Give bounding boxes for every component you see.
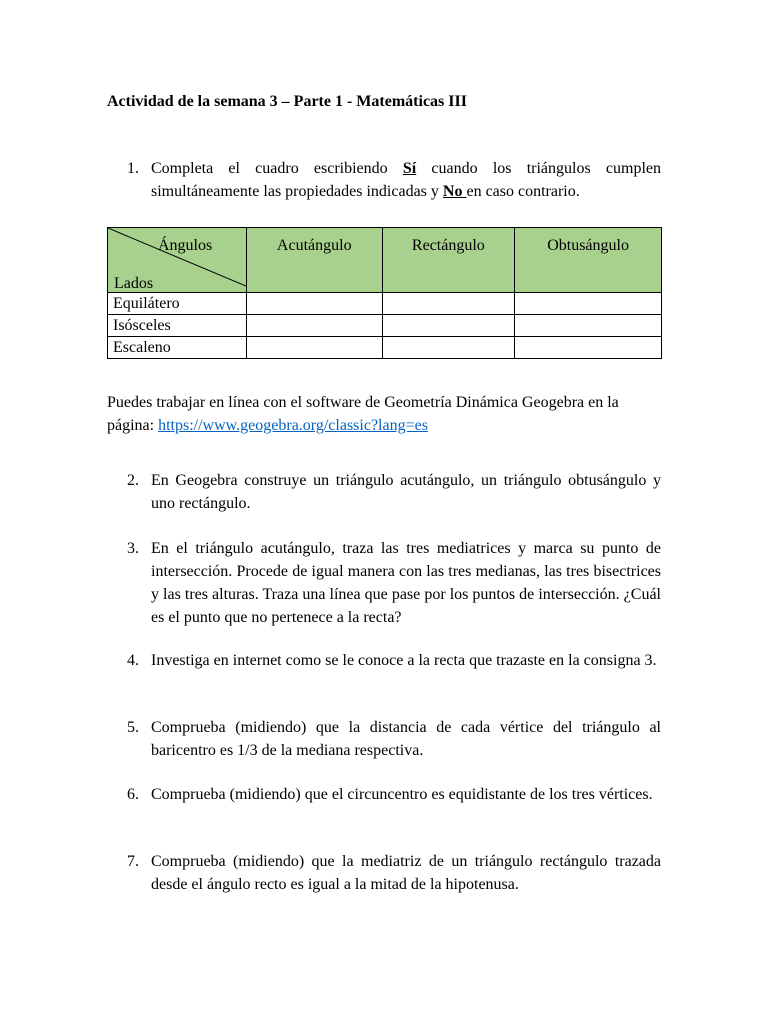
table-cell (247, 293, 383, 315)
list-text: Comprueba (midiendo) que el circuncentro es equidistante de los tres vértices. (151, 786, 653, 803)
corner-top-label: Ángulos (158, 237, 213, 254)
row-header: Isósceles (108, 315, 247, 337)
table-cell (515, 337, 662, 359)
table-cell (247, 337, 383, 359)
list-number: 5. (127, 719, 139, 736)
row-header: Equilátero (108, 293, 247, 315)
list-item-2 (127, 469, 661, 515)
list-text: Comprueba (midiendo) que la mediatriz de un triángulo rectángulo trazada desde el ángulo recto es igual a la mitad de la hipotenusa. (151, 853, 661, 893)
paragraph-text: Puedes trabajar en línea con el software de Geometría Dinámica Geogebra en la página: (107, 394, 619, 434)
no-word: No (442, 183, 467, 200)
si-word: Sí (402, 160, 417, 177)
list-number: 1. (127, 160, 139, 177)
geogebra-paragraph (107, 391, 662, 437)
text-segment: Completa el cuadro escribiendo (151, 160, 403, 177)
list-item-6 (127, 783, 661, 806)
table-cell (382, 337, 515, 359)
row-header: Escaleno (108, 337, 247, 359)
table-cell (382, 293, 515, 315)
list-item-1 (127, 157, 661, 203)
list-text: Comprueba (midiendo) que la distancia de cada vértice del triángulo al baricentro es 1/3 de la mediana respectiva. (151, 719, 661, 759)
corner-header-cell (108, 228, 247, 293)
column-header: Obtusángulo (515, 228, 662, 293)
document-title: Actividad de la semana 3 – Parte 1 - Matemáticas III (107, 93, 467, 110)
table-cell (515, 293, 662, 315)
table-row (108, 293, 662, 315)
list-item-7 (127, 850, 661, 896)
corner-bottom-label: Lados (114, 275, 154, 292)
list-number: 2. (127, 472, 139, 489)
table-cell (515, 315, 662, 337)
properties-table (107, 227, 662, 359)
text-segment: en caso contrario. (466, 183, 580, 200)
list-number: 3. (127, 540, 139, 557)
geogebra-link[interactable]: https://www.geogebra.org/classic?lang=es (158, 417, 428, 434)
column-header: Acutángulo (247, 228, 383, 293)
table-cell (247, 315, 383, 337)
table-row (108, 315, 662, 337)
list-number: 4. (127, 652, 139, 669)
list-text: En el triángulo acutángulo, traza las tres mediatrices y marca su punto de intersección. Procede de igual manera con las tres medianas, las tres bisectrices y las tres alturas. Traza una línea que pase por los puntos de intersección. ¿Cuál es el punto que no pertenece a la recta? (151, 540, 661, 626)
column-header: Rectángulo (382, 228, 515, 293)
list-number: 7. (127, 853, 139, 870)
table-row (108, 337, 662, 359)
text-segment: cuando los triángulos cumplen simultáneamente las propiedades indicadas y (151, 160, 661, 200)
list-item-5 (127, 716, 661, 762)
list-item-4 (127, 649, 661, 672)
list-text: Investiga en internet como se le conoce a la recta que trazaste en la consigna 3. (151, 652, 657, 669)
table-header-row (108, 228, 662, 293)
list-text: En Geogebra construye un triángulo acutángulo, un triángulo obtusángulo y uno rectángulo. (151, 472, 661, 512)
list-number: 6. (127, 786, 139, 803)
table-cell (382, 315, 515, 337)
list-item-3 (127, 537, 661, 629)
list-text (151, 157, 661, 203)
